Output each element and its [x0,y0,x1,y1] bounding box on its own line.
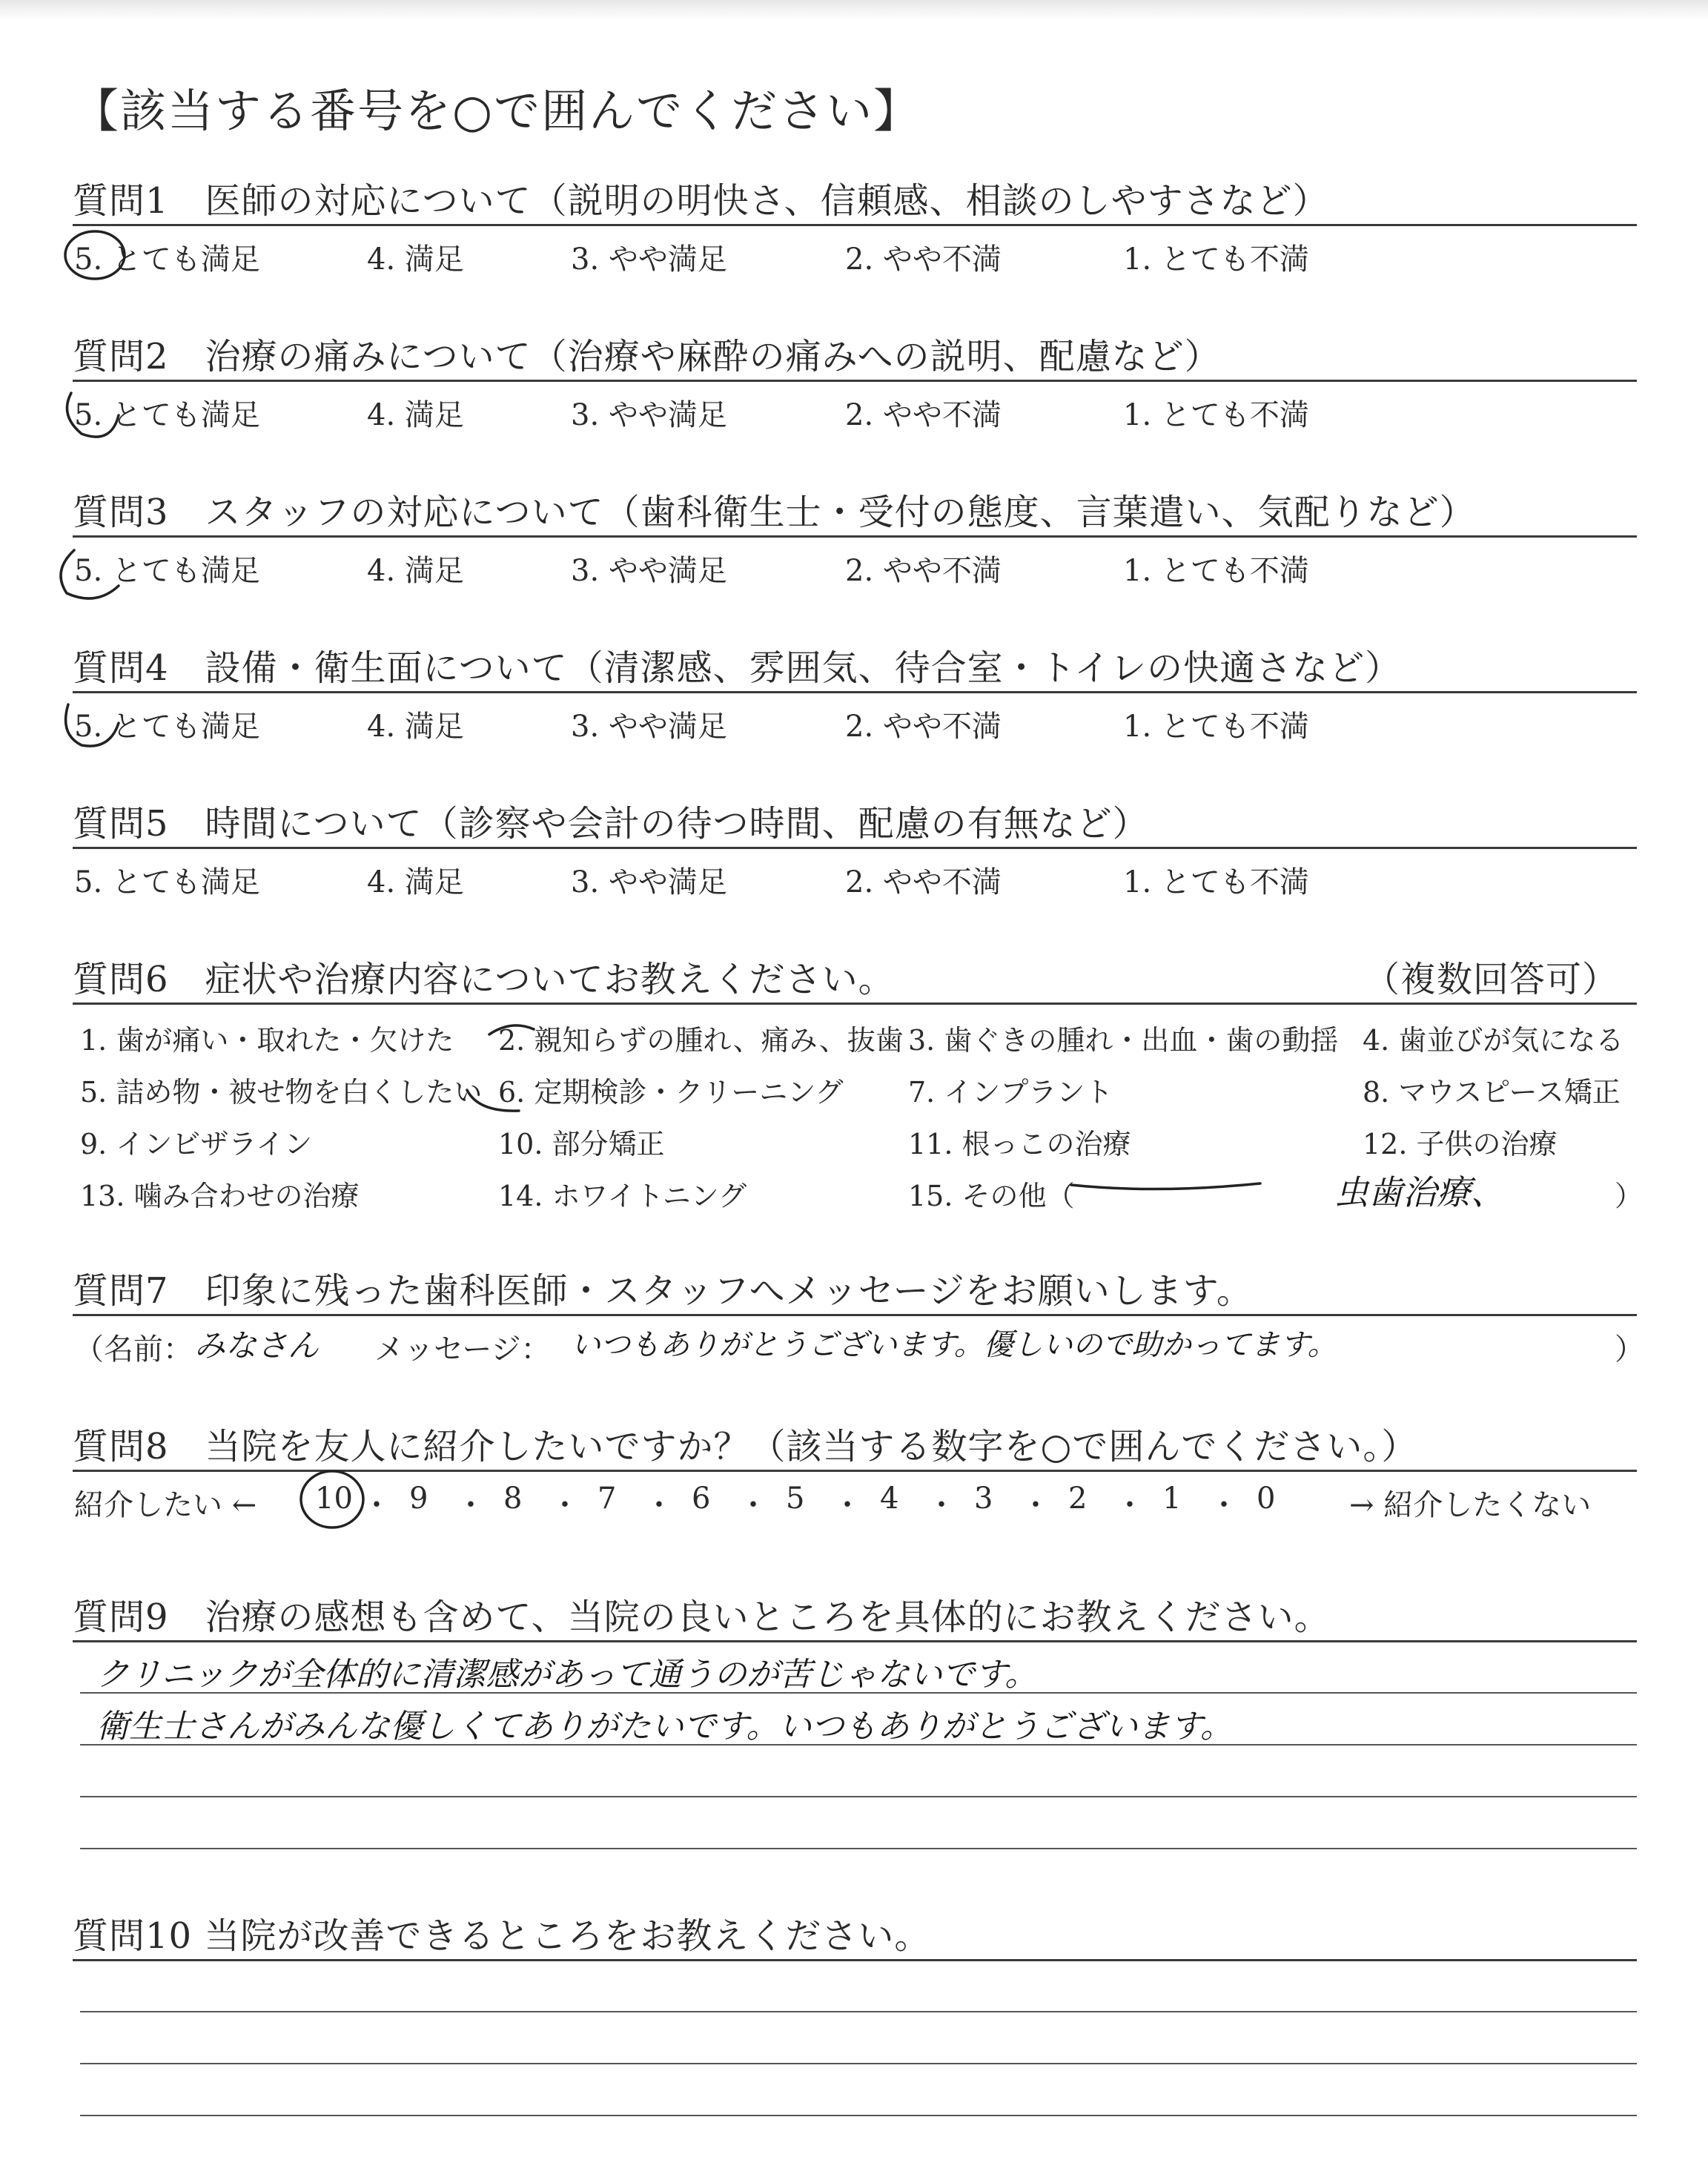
q5-option-3[interactable]: 3. やや満足 [571,865,727,899]
q9-heading: 質問9 治療の感想も含めて、当院の良いところを具体的にお教えください。 [73,1596,1331,1638]
q8-scale-6[interactable]: 6 [692,1482,711,1516]
q6-item-7[interactable]: 7. インプラント [908,1076,1113,1109]
q8-scale-8[interactable]: 8 [503,1482,523,1516]
q6-item-13[interactable]: 13. 噛み合わせの治療 [80,1180,360,1212]
q10-heading: 質問10 当院が改善できるところをお教えください。 [73,1915,931,1957]
q8-scale-separator: ・ [833,1488,862,1522]
q2-circle-mark [67,393,119,437]
q8-scale-4[interactable]: 4 [880,1482,899,1516]
q8-right-label: → 紹介したくない [1349,1488,1592,1522]
q3-option-1[interactable]: 1. とても不満 [1123,554,1309,588]
q8-scale-separator: ・ [362,1488,391,1522]
q8-scale-separator: ・ [550,1488,580,1522]
q1-option-2[interactable]: 2. やや不満 [845,242,1002,277]
q3-option-3[interactable]: 3. やや満足 [571,554,727,588]
q3-option-4[interactable]: 4. 満足 [367,554,464,588]
q8-scale-10[interactable]: 10 [315,1482,353,1516]
q4-option-5[interactable]: 5. とても満足 [74,710,260,744]
q8-scale-2[interactable]: 2 [1068,1482,1088,1516]
q6-multiple-note: （複数回答可） [1364,959,1619,1000]
q8-scale-separator: ・ [1115,1488,1145,1522]
q6-item-10[interactable]: 10. 部分矯正 [498,1128,665,1160]
q6-item-2[interactable]: 2. 親知らずの腫れ、痛み、抜歯 [498,1024,904,1057]
q4-option-2[interactable]: 2. やや不満 [845,710,1002,744]
q8-scale-separator: ・ [1209,1488,1239,1522]
q8-left-label: 紹介したい ← [74,1488,257,1522]
q6-item-6-mark [467,1090,519,1111]
q6-item-11[interactable]: 11. 根っこの治療 [908,1128,1131,1160]
q4-option-1[interactable]: 1. とても不満 [1123,710,1309,744]
q1-option-5[interactable]: 5. とても満足 [74,242,260,277]
q3-option-2[interactable]: 2. やや不満 [845,554,1002,588]
q4-circle-mark [66,704,119,746]
q5-option-5[interactable]: 5. とても満足 [74,865,260,899]
q6-other-strike [1071,1183,1260,1189]
q2-heading: 質問2 治療の痛みについて（治療や麻酔の痛みへの説明、配慮など） [73,336,1221,377]
q4-option-3[interactable]: 3. やや満足 [571,710,727,744]
q3-option-5[interactable]: 5. とても満足 [74,554,260,588]
q4-option-4[interactable]: 4. 満足 [367,710,464,744]
q6-item-9[interactable]: 9. インビザライン [80,1128,313,1160]
q8-scale-separator: ・ [927,1488,956,1522]
q6-item-5[interactable]: 5. 詰め物・被せ物を白くしたい [80,1076,483,1109]
q8-heading: 質問8 当院を友人に紹介したいですか？（該当する数字を○で囲んでください。） [73,1426,1418,1467]
q9-answer-line-2[interactable]: 衛生士さんがみんな優しくてありがたいです。いつもありがとうございます。 [96,1708,1233,1745]
q2-option-1[interactable]: 1. とても不満 [1123,398,1309,432]
form-title: 【該当する番号を○で囲んでください】 [73,84,921,138]
q2-option-2[interactable]: 2. やや不満 [845,398,1002,432]
q8-scale-1[interactable]: 1 [1162,1482,1182,1516]
q6-heading: 質問6 症状や治療内容についてお教えください。 [73,959,895,1000]
q8-scale-separator: ・ [1021,1488,1050,1522]
q1-option-1[interactable]: 1. とても不満 [1123,242,1309,277]
q1-heading: 質問1 医師の対応について（説明の明快さ、信頼感、相談のしやすさなど） [73,180,1329,222]
q6-item-2-mark [489,1025,534,1034]
q5-option-1[interactable]: 1. とても不満 [1123,865,1309,899]
q1-option-4[interactable]: 4. 満足 [367,242,464,277]
q8-scale-5[interactable]: 5 [786,1482,805,1516]
q7-heading: 質問7 印象に残った歯科医師・スタッフへメッセージをお願いします。 [73,1270,1253,1312]
q7-name-label: （名前： [74,1332,193,1367]
q7-name-handwritten[interactable]: みなさん [194,1327,320,1364]
q7-message-label: メッセージ： [374,1332,551,1367]
q2-option-4[interactable]: 4. 満足 [367,398,464,432]
q7-close-paren: ） [1615,1332,1644,1367]
q6-other-close-paren: ） [1615,1180,1644,1212]
q7-message-handwritten[interactable]: いつもありがとうございます。優しいので助かってます。 [571,1328,1337,1362]
q8-scale-7[interactable]: 7 [598,1482,617,1516]
q5-option-2[interactable]: 2. やや不満 [845,865,1002,899]
q5-option-4[interactable]: 4. 満足 [367,865,464,899]
q2-option-5[interactable]: 5. とても満足 [74,398,260,432]
q6-item-12[interactable]: 12. 子供の治療 [1363,1128,1558,1160]
q8-scale-9[interactable]: 9 [409,1482,428,1516]
q6-item-3[interactable]: 3. 歯ぐきの腫れ・出血・歯の動揺 [908,1024,1339,1057]
q4-heading: 質問4 設備・衛生面について（清潔感、雰囲気、待合室・トイレの快適さなど） [73,647,1402,689]
q3-circle-mark [61,550,119,598]
q8-circle-mark [301,1471,363,1527]
q9-answer-line-1[interactable]: クリニックが全体的に清潔感があって通うのが苦じゃないです。 [96,1656,1038,1694]
q6-item-6[interactable]: 6. 定期検診・クリーニング [498,1076,844,1109]
q5-heading: 質問5 時間について（診察や会計の待つ時間、配慮の有無など） [73,803,1149,845]
q8-scale-3[interactable]: 3 [974,1482,993,1516]
q6-item-1[interactable]: 1. 歯が痛い・取れた・欠けた [80,1024,454,1057]
q6-item-4[interactable]: 4. 歯並びが気になる [1363,1024,1624,1057]
q1-option-3[interactable]: 3. やや満足 [571,242,727,277]
q1-circle-mark [65,231,125,279]
q8-scale-separator: ・ [456,1488,486,1522]
q6-item-14[interactable]: 14. ホワイトニング [498,1180,747,1212]
q8-scale-separator: ・ [644,1488,674,1522]
q6-item-15[interactable]: 15. その他（ [908,1180,1075,1212]
q6-other-handwritten[interactable]: 虫歯治療、 [1334,1172,1505,1212]
q3-heading: 質問3 スタッフの対応について（歯科衛生士・受付の態度、言葉遣い、気配りなど） [73,492,1476,533]
q6-item-8[interactable]: 8. マウスピース矯正 [1363,1076,1621,1109]
q8-scale-0[interactable]: 0 [1257,1482,1276,1516]
q8-scale-separator: ・ [738,1488,768,1522]
q2-option-3[interactable]: 3. やや満足 [571,398,727,432]
